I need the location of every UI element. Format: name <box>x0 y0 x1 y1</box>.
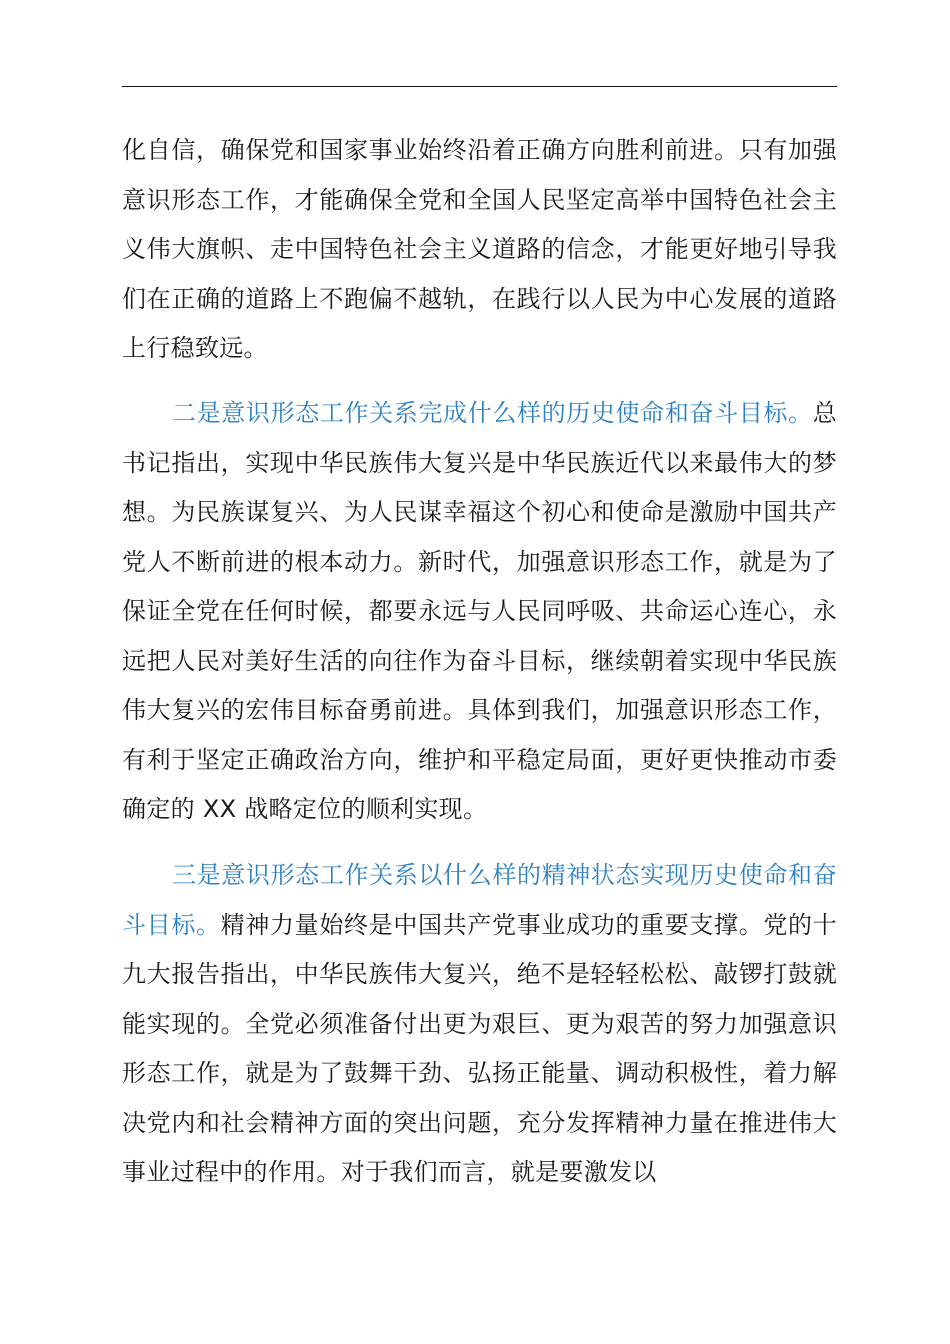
paragraph-2 <box>122 389 837 835</box>
paragraph-2-heading: 二是意识形态工作关系完成什么样的历史使命和奋斗目标。 <box>172 399 813 427</box>
paragraph-3-body: 精神力量始终是中国共产党事业成功的重要支撑。党的十九大报告指出，中华民族伟大复兴，绝不是轻轻松松、敲锣打鼓就能实现的。全党必须准备付出更为艰巨、更为艰苦的努力加强意识形态工作，就是为了鼓舞干劲、弘扬正能量、调动积极性，着力解决党内和社会精神方面的突出问题，充分发挥精神力量在推进伟大事业过程中的作用。对于我们而言，就是要激发以 <box>122 910 837 1186</box>
paragraph-1 <box>122 126 837 374</box>
paragraph-1-body: 化自信，确保党和国家事业始终沿着正确方向胜利前进。只有加强意识形态工作，才能确保全党和全国人民坚定高举中国特色社会主义伟大旗帜、走中国特色社会主义道路的信念，才能更好地引导我们在正确的道路上不跑偏不越轨，在践行以人民为中心发展的道路上行稳致远。 <box>122 136 837 362</box>
header-rule <box>122 86 837 87</box>
paragraph-2-body: 总书记指出，实现中华民族伟大复兴是中华民族近代以来最伟大的梦想。为民族谋复兴、为人民谋幸福这个初心和使命是激励中国共产党人不断前进的根本动力。新时代，加强意识形态工作，就是为了保证全党在任何时候，都要永远与人民同呼吸、共命运心连心，永远把人民对美好生活的向往作为奋斗目标，继续朝着实现中华民族伟大复兴的宏伟目标奋勇前进。具体到我们，加强意识形态工作，有利于坚定正确政治方向，维护和平稳定局面，更好更快推动市委确定的 XX 战略定位的顺利实现。 <box>122 399 837 823</box>
paragraph-3-heading: 三是意识形态工作关系以什么样的精神状态实现历史使命和奋斗目标。 <box>122 861 837 939</box>
paragraph-3 <box>122 851 837 1198</box>
